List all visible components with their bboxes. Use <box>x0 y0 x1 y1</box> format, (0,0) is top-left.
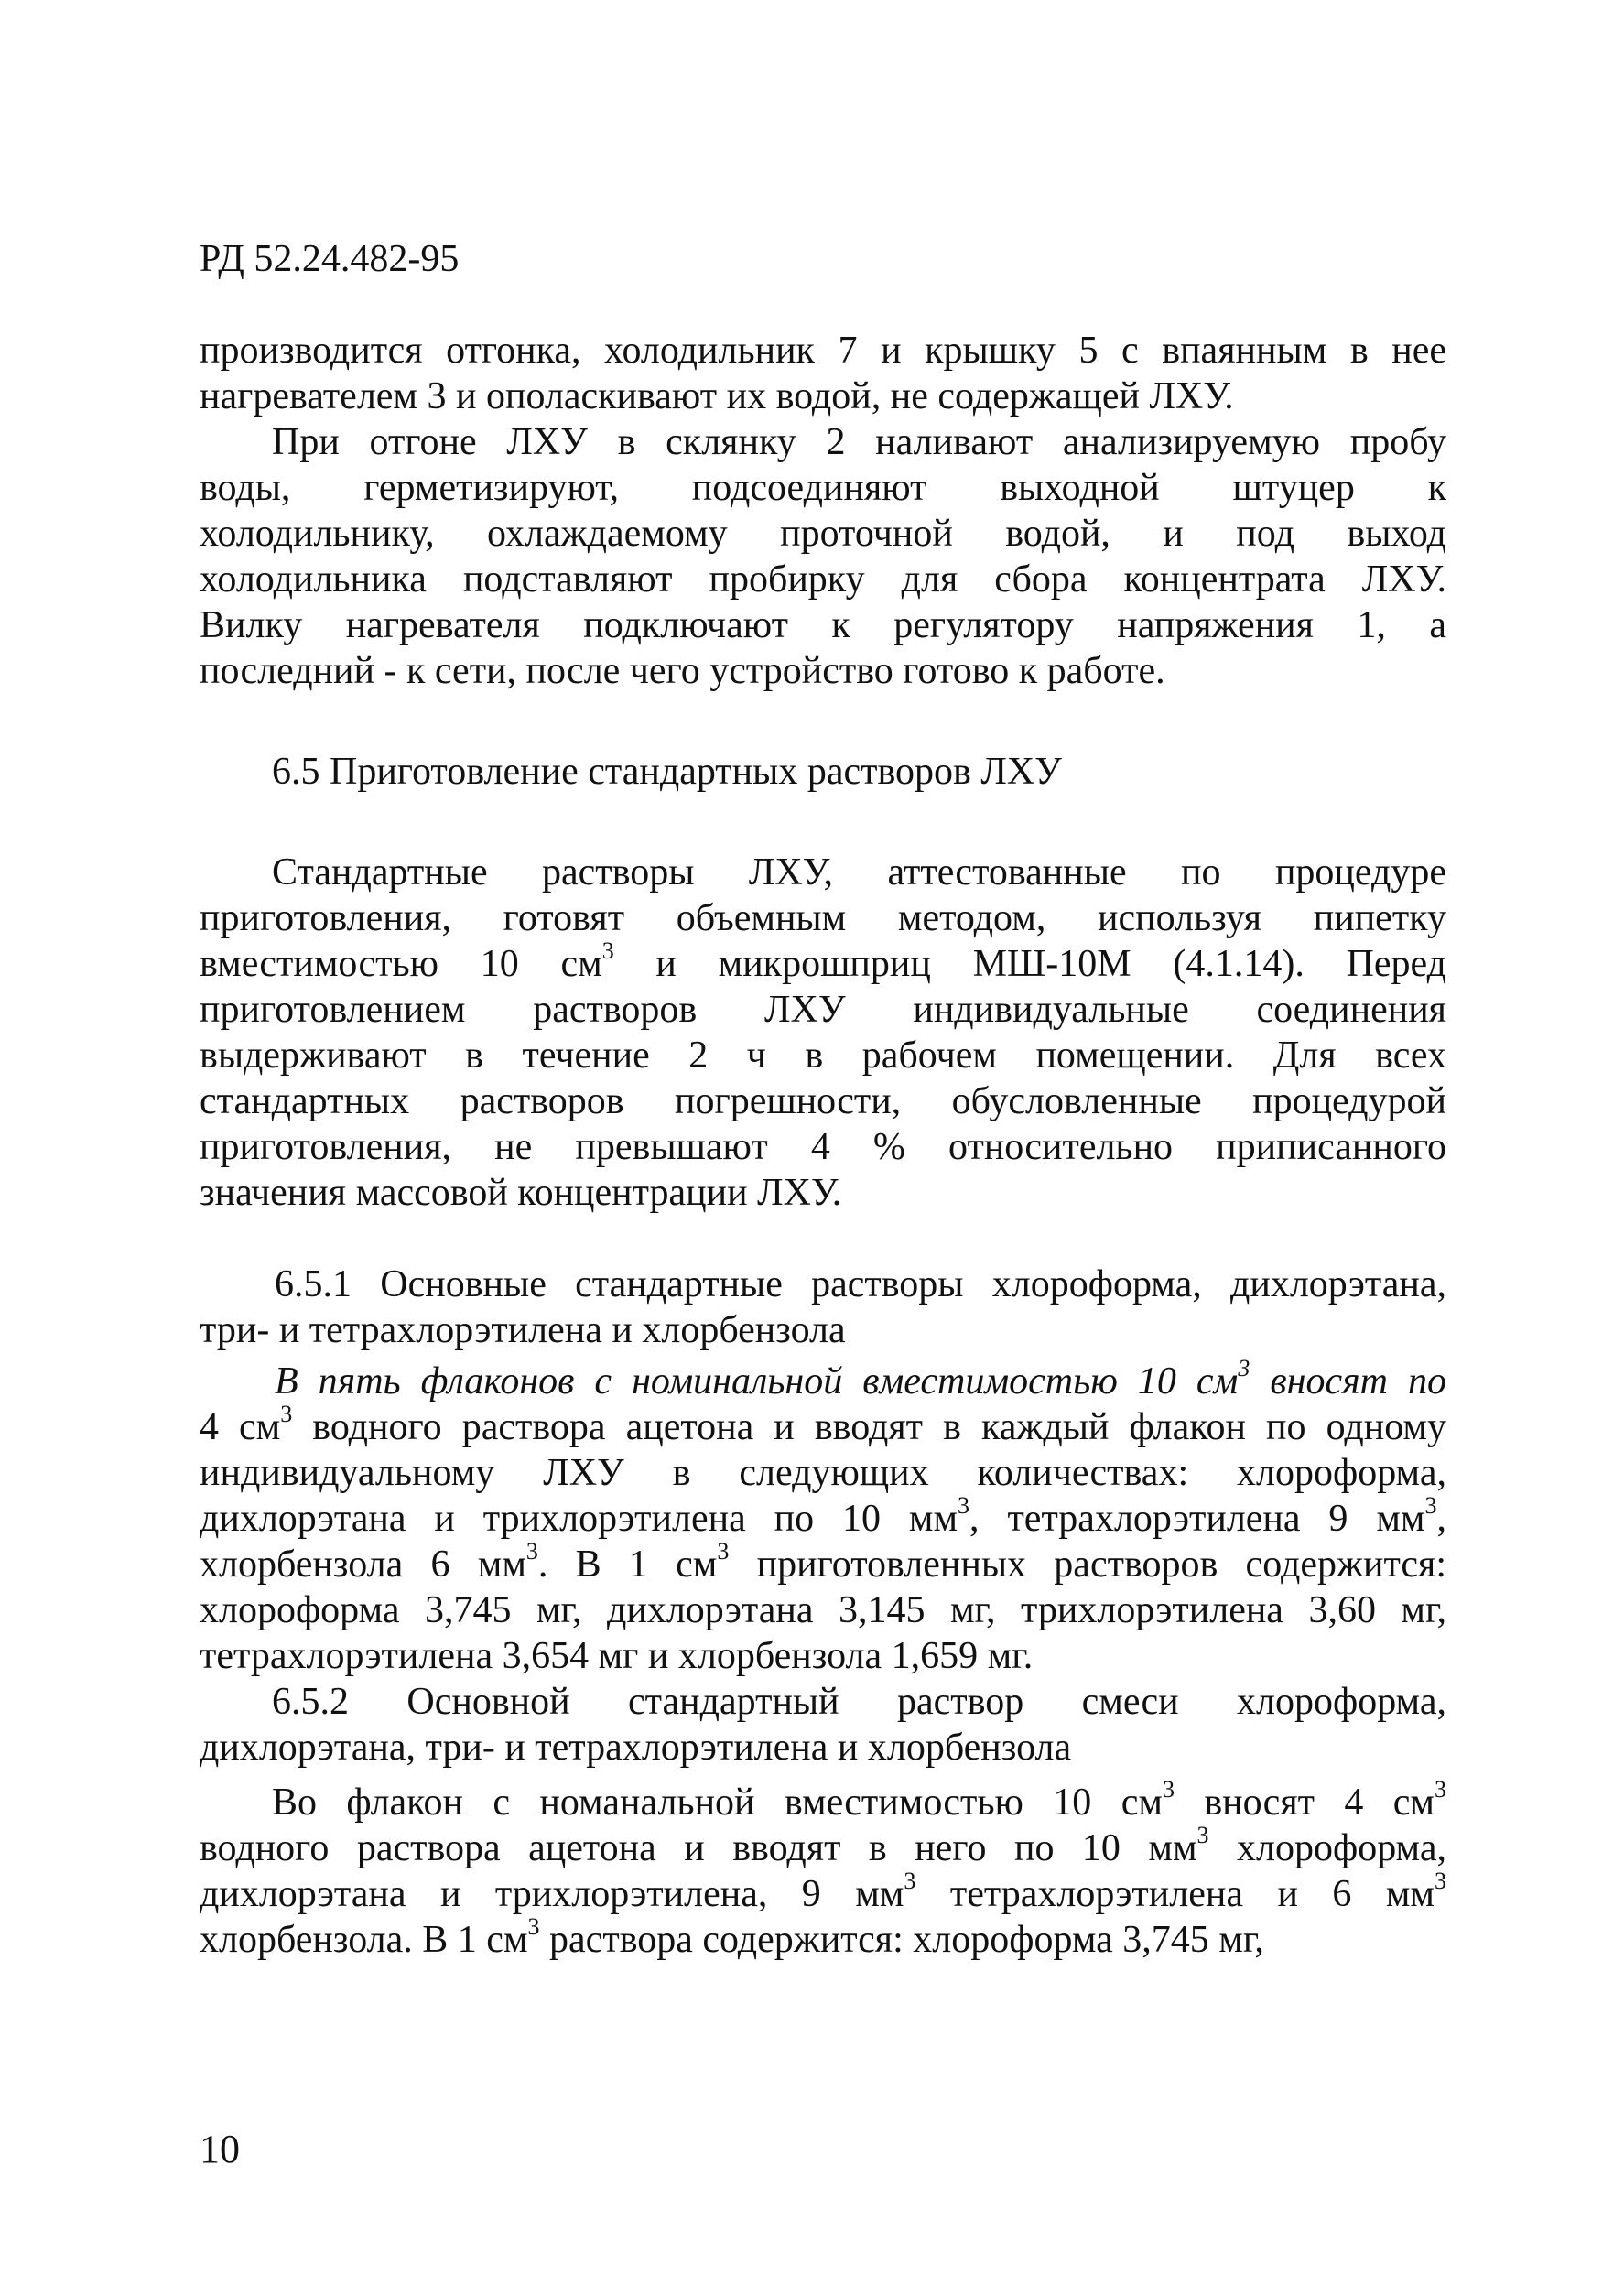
paragraph-line: вместимостью 10 $см^3$ и микрошприц МШ-10М (4.1.14). Перед <box>200 937 1446 985</box>
subsection-heading: дихлорэтана, три- и тетрахлорэтилена и хлорбензола <box>200 1727 1072 1769</box>
paragraph-line: хлороформа 3,745 мг, дихлорэтана 3,145 мг, трихлорэтилена 3,60 мг, <box>200 1589 1446 1631</box>
paragraph-line: водного раствора ацетона и вводят в него по 10 $мм^3$ хлороформа, <box>200 1822 1446 1869</box>
paragraph-line: тетрахлорэтилена 3,654 мг и хлорбензола 1,659 мг. <box>200 1635 1034 1677</box>
paragraph-line: Во флакон с номанальной вместимостью 10 $см^3$ вносят 4 $см^3$ <box>272 1776 1447 1824</box>
paragraph-line: последний - к сети, после чего устройство готово к работе. <box>200 650 1165 692</box>
paragraph-line: индивидуальному ЛХУ в следующих количествах: хлороформа, <box>200 1452 1446 1494</box>
paragraph-line: выдерживают в течение 2 ч в рабочем помещении. Для всех <box>200 1034 1446 1077</box>
subsection-heading: три- и тетрахлорэтилена и хлорбензола <box>200 1309 846 1351</box>
paragraph-line: приготовления, не превышают 4 % относительно приписанного <box>200 1126 1446 1168</box>
subsection-heading: 6.5.2 Основной стандартный раствор смеси хлороформа, <box>272 1681 1446 1723</box>
paragraph-line: В пять флаконов с номинальной вместимостью 10 $см^3$ вносят по <box>275 1355 1446 1402</box>
paragraph-line: холодильника подставляют пробирку для сбора концентрата ЛХУ. <box>200 558 1446 601</box>
paragraph-line: производится отгонка, холодильник 7 и крышку 5 с впаянным в нее <box>200 330 1446 372</box>
page-number: 10 <box>200 2127 240 2171</box>
paragraph-line: нагревателем 3 и ополаскивают их водой, не содержащей ЛХУ. <box>200 375 1234 417</box>
paragraph-line: При отгоне ЛХУ в склянку 2 наливают анализируемую пробу <box>272 421 1446 463</box>
paragraph-line: Стандартные растворы ЛХУ, аттестованные по процедуре <box>272 851 1446 893</box>
paragraph-line: хлорбензола. В 1 $см^3$ раствора содержится: хлороформа 3,745 мг, <box>200 1913 1264 1961</box>
paragraph-line: стандартных растворов погрешности, обусловленные процедурой <box>200 1080 1446 1122</box>
paragraph-line: приготовления, готовят объемным методом, используя пипетку <box>200 897 1446 939</box>
paragraph-line: дихлорэтана и трихлорэтилена по 10 $мм^3$, тетрахлорэтилена 9 $мм^3$, <box>200 1492 1446 1540</box>
document-code-header: РД 52.24.482-95 <box>200 238 460 280</box>
paragraph-line: дихлорэтана и трихлорэтилена, 9 $мм^3$ тетрахлорэтилена и 6 $мм^3$ <box>200 1868 1446 1915</box>
section-heading: 6.5 Приготовление стандартных растворов ЛХУ <box>272 751 1062 793</box>
paragraph-line: 4 $см^3$ водного раствора ацетона и вводят в каждый флакон по одному <box>200 1401 1446 1448</box>
paragraph-line: приготовлением растворов ЛХУ индивидуальные соединения <box>200 989 1446 1031</box>
paragraph-line: холодильнику, охлаждаемому проточной водой, и под выход <box>200 513 1446 555</box>
paragraph-line: хлорбензола 6 $мм^3$. В 1 $см^3$ приготовленных растворов содержится: <box>200 1538 1446 1586</box>
subsection-heading: 6.5.1 Основные стандартные растворы хлороформа, дихлорэтана, <box>275 1263 1446 1305</box>
paragraph-line: значения массовой концентрации ЛХУ. <box>200 1172 842 1214</box>
paragraph-line: Вилку нагревателя подключают к регулятору напряжения 1, а <box>200 604 1446 646</box>
paragraph-line: воды, герметизируют, подсоединяют выходной штуцер к <box>200 467 1446 509</box>
